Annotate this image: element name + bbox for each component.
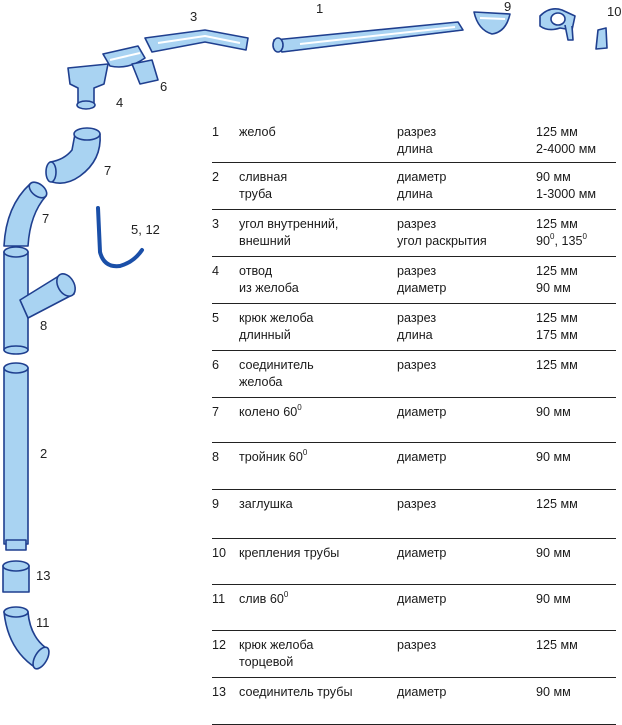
row-number: 4 xyxy=(212,264,220,278)
row-number: 1 xyxy=(212,125,220,139)
degree-mark: 0 xyxy=(283,590,289,599)
row-parameter: разрез длина xyxy=(397,125,437,156)
degree-mark: 0 xyxy=(582,232,587,241)
callout-13: 13 xyxy=(36,568,51,583)
table-row xyxy=(212,398,616,443)
callout-3: 3 xyxy=(190,9,198,24)
row-number: 3 xyxy=(212,217,220,231)
row-name: соединитель трубы xyxy=(239,685,353,699)
row-parameter: разрез xyxy=(397,497,437,511)
row-parameter: диаметр длина xyxy=(397,170,447,201)
row-number: 12 xyxy=(212,638,227,652)
row-parameter: диаметр xyxy=(397,546,447,560)
table-row xyxy=(212,443,616,490)
row-value: 125 мм 2-4000 мм xyxy=(536,125,597,156)
callout-10: 10 xyxy=(607,4,622,19)
gutter-outlet-part xyxy=(68,64,108,109)
callout-7b: 7 xyxy=(42,211,50,226)
end-cap-part xyxy=(474,12,510,34)
gutter-connector-part xyxy=(103,46,158,84)
row-name: заглушка xyxy=(239,497,293,511)
row-value: 90 мм xyxy=(536,450,571,464)
row-parameter: разрез угол раскрытия xyxy=(397,217,487,248)
table-row xyxy=(212,163,616,210)
callout-4: 4 xyxy=(116,95,124,110)
degree-mark: 0 xyxy=(302,448,308,457)
row-name: крюк желоба торцевой xyxy=(239,638,314,669)
row-value: 90 мм 1-3000 мм xyxy=(536,170,597,201)
callout-7a: 7 xyxy=(104,163,112,178)
row-value: 90 мм xyxy=(536,685,571,699)
row-number: 13 xyxy=(212,685,227,699)
callout-5-12: 5, 12 xyxy=(131,222,160,237)
row-name: слив $60^0$ xyxy=(239,590,289,606)
row-name: соединитель желоба xyxy=(239,358,314,389)
row-parameter: разрез длина xyxy=(397,311,437,342)
row-value: 125 мм 175 мм xyxy=(536,311,578,342)
row-value: 90 мм xyxy=(536,405,571,419)
table-row xyxy=(212,490,616,539)
row-value: 125 мм $90^0$, $135^0$ xyxy=(536,217,587,248)
row-value: 90 мм xyxy=(536,592,571,606)
row-value: 125 мм 90 мм xyxy=(536,264,578,295)
callout-1: 1 xyxy=(316,1,324,16)
gutter-part xyxy=(273,22,463,52)
row-name: крепления трубы xyxy=(239,546,340,560)
value-line-1: 125 мм xyxy=(536,217,578,231)
row-name: желоб xyxy=(239,125,276,139)
table-row xyxy=(212,585,616,631)
callout-8: 8 xyxy=(40,318,48,333)
table-row xyxy=(212,678,616,725)
row-parameter: диаметр xyxy=(397,405,447,419)
row-parameter: разрез диаметр xyxy=(397,264,447,295)
callout-6: 6 xyxy=(160,79,168,94)
row-value: 90 мм xyxy=(536,546,571,560)
row-value: 125 мм xyxy=(536,638,578,652)
spec-table xyxy=(212,118,616,725)
row-name: колено $60^0$ xyxy=(239,403,302,419)
row-parameter: диаметр xyxy=(397,592,447,606)
table-row xyxy=(212,257,616,304)
elbow-part xyxy=(46,128,100,183)
row-parameter: диаметр xyxy=(397,685,447,699)
row-number: 8 xyxy=(212,450,220,464)
callout-9: 9 xyxy=(504,0,512,14)
row-number: 5 xyxy=(212,311,220,325)
table-row xyxy=(212,631,616,678)
row-number: 9 xyxy=(212,497,220,511)
row-name: крюк желоба длинный xyxy=(239,311,314,342)
table-row xyxy=(212,118,616,163)
row-number: 2 xyxy=(212,170,220,184)
row-number: 6 xyxy=(212,358,220,372)
row-number: 11 xyxy=(212,592,226,606)
pipe-bracket-part xyxy=(540,9,607,49)
degree-mark: 0 xyxy=(297,403,302,412)
row-parameter: диаметр xyxy=(397,450,447,464)
callout-2: 2 xyxy=(40,446,48,461)
gutter-hook-part xyxy=(98,208,142,266)
gutter-corner-part xyxy=(145,30,248,52)
callout-11: 11 xyxy=(36,615,50,630)
table-row xyxy=(212,304,616,351)
row-name: сливная труба xyxy=(239,170,288,201)
table-row xyxy=(212,539,616,585)
downpipe-part xyxy=(4,363,28,550)
table-row xyxy=(212,351,616,398)
row-number: 10 xyxy=(212,546,227,560)
pipe-connector-part xyxy=(3,561,29,592)
row-name: тройник $60^0$ xyxy=(239,448,308,464)
row-name: угол внутренний, внешний xyxy=(239,217,339,248)
row-number: 7 xyxy=(212,405,220,419)
table-row xyxy=(212,210,616,257)
row-value: 125 мм xyxy=(536,358,578,372)
tee-part xyxy=(4,247,79,354)
row-parameter: разрез xyxy=(397,638,437,652)
row-name: отвод из желоба xyxy=(239,264,299,295)
row-value: 125 мм xyxy=(536,497,578,511)
row-parameter: разрез xyxy=(397,358,437,372)
